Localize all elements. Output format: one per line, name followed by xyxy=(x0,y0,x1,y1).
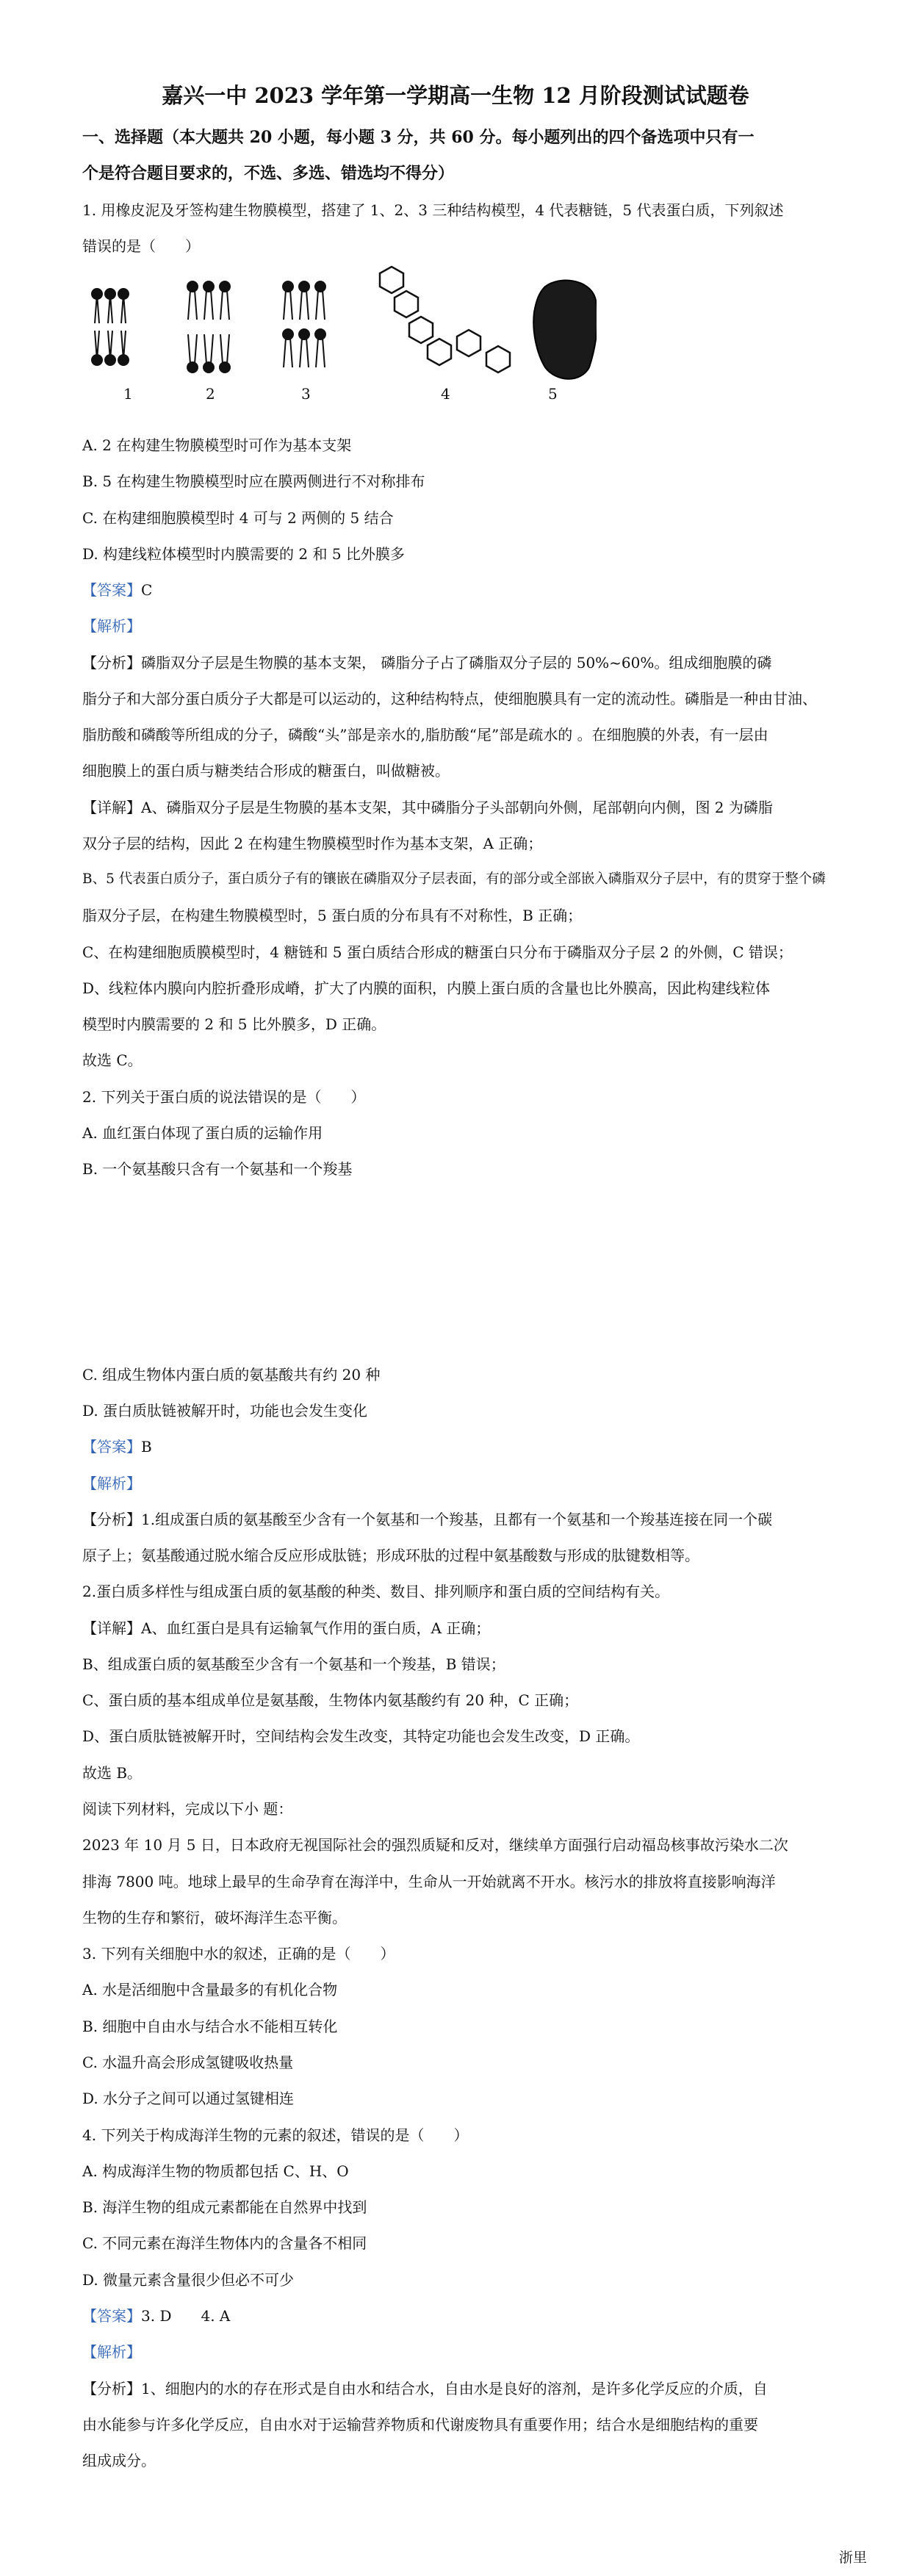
q1-analysis-tag: 【解析】 xyxy=(82,617,141,635)
q1-option-d: D. 构建线粒体模型时内膜需要的 2 和 5 比外膜多 xyxy=(82,545,405,563)
q2-analysis-line: C、蛋白质的基本组成单位是氨基酸，生物体内氨基酸约有 20 种，C 正确； xyxy=(82,1691,579,1709)
q3-option-b: B. 细胞中自由水与结合水不能相互转化 xyxy=(82,2018,338,2035)
material-line: 生物的生存和繁衍，破坏海洋生态平衡。 xyxy=(82,1909,347,1926)
answer-tag: 【答案】 xyxy=(82,1438,141,1456)
q2-answer xyxy=(82,1437,832,1456)
q1-analysis-line: 【分析】磷脂双分子层是生物膜的基本支架， 磷脂分子占了磷脂双分子层的 50%~60%。组成细胞膜的磷 xyxy=(82,654,772,672)
q1-stem-line-1: 1. 用橡皮泥及牙签构建生物膜模型，搭建了 1、2、3 三种结构模型，4 代表糖链，5 代表蛋白质，下列叙述 xyxy=(82,201,784,219)
q2-analysis-line: B、组成蛋白质的氨基酸至少含有一个氨基和一个羧基，B 错误； xyxy=(82,1655,505,1673)
section-heading-line-1: 一、选择题（本大题共 20 小题，每小题 3 分，共 60 分。每小题列出的四个备选项中只有一 xyxy=(82,128,755,147)
q4-option-b: B. 海洋生物的组成元素都能在自然界中找到 xyxy=(82,2198,367,2216)
q34-analysis-tag: 【解析】 xyxy=(82,2343,141,2361)
page-footer: 浙里 xyxy=(838,2550,867,2566)
model-1-bilayer xyxy=(92,289,129,365)
q3-option-a: A. 水是活细胞中含量最多的有机化合物 xyxy=(82,1981,338,1998)
fig-label-4: 4 xyxy=(441,385,450,403)
q1-analysis-line: 【详解】A、磷脂双分子层是生物膜的基本支架，其中磷脂分子头部朝向外侧，尾部朝向内侧，图 2 为磷脂 xyxy=(82,799,773,816)
q1-option-a: A. 2 在构建生物膜模型时可作为基本支架 xyxy=(82,436,352,454)
material-line: 2023 年 10 月 5 日，日本政府无视国际社会的强烈质疑和反对，继续单方面强行启动福岛核事故污染水二次 xyxy=(82,1836,788,1854)
q1-option-c: C. 在构建细胞膜模型时 4 可与 2 两侧的 5 结合 xyxy=(82,509,394,527)
q1-option-b: B. 5 在构建生物膜模型时应在膜两侧进行不对称排布 xyxy=(82,472,425,490)
q1-stem-line-2: 错误的是（ ） xyxy=(82,237,200,255)
q2-option-a: A. 血红蛋白体现了蛋白质的运输作用 xyxy=(82,1124,323,1142)
q4-option-a: A. 构成海洋生物的物质都包括 C、H、O xyxy=(82,2162,349,2180)
q2-analysis-tag: 【解析】 xyxy=(82,1475,141,1492)
q2-conclusion: 故选 B。 xyxy=(82,1764,143,1782)
q4-stem: 4. 下列关于构成海洋生物的元素的叙述，错误的是（ ） xyxy=(82,2126,469,2144)
membrane-model-figure xyxy=(82,257,597,404)
q2-stem: 2. 下列关于蛋白质的说法错误的是（ ） xyxy=(82,1088,366,1106)
model-2-bilayer xyxy=(187,281,230,373)
q3-option-c: C. 水温升高会形成氢键吸收热量 xyxy=(82,2054,294,2071)
q4-option-c: C. 不同元素在海洋生物体内的含量各不相同 xyxy=(82,2234,367,2252)
q2-analysis-line: 2.蛋白质多样性与组成蛋白质的氨基酸的种类、数目、排列顺序和蛋白质的空间结构有关。 xyxy=(82,1583,670,1600)
answer-value: 3. D 4. A xyxy=(141,2307,231,2325)
q1-analysis-line: 脂双分子层，在构建生物膜模型时，5 蛋白质的分布具有不对称性，B 正确； xyxy=(82,907,583,924)
model-5-protein xyxy=(533,281,597,379)
page-title: 嘉兴一中 2023 学年第一学期高一生物 12 月阶段测试试题卷 xyxy=(162,83,749,108)
fig-label-3: 3 xyxy=(301,385,311,403)
q1-analysis-line: 脂肪酸和磷酸等所组成的分子，磷酸“头”部是亲水的,脂肪酸“尾”部是疏水的 。在细胞膜的外表，有一层由 xyxy=(82,726,768,744)
material-line: 排海 7800 吨。地球上最早的生命孕育在海洋中，生命从一开始就离不开水。核污水的排放将直接影响海洋 xyxy=(82,1873,776,1890)
fig-label-2: 2 xyxy=(206,385,215,403)
q34-answer xyxy=(82,2306,832,2325)
q3-option-d: D. 水分子之间可以通过氢键相连 xyxy=(82,2090,295,2107)
q2-analysis-line: D、蛋白质肽链被解开时，空间结构会发生改变，其特定功能也会发生改变，D 正确。 xyxy=(82,1727,640,1745)
answer-tag: 【答案】 xyxy=(82,2307,141,2325)
q1-analysis-line: 细胞膜上的蛋白质与糖类结合形成的糖蛋白，叫做糖被。 xyxy=(82,762,450,780)
material-intro: 阅读下列材料，完成以下小 题： xyxy=(82,1800,293,1818)
q3-stem: 3. 下列有关细胞中水的叙述，正确的是（ ） xyxy=(82,1945,395,1962)
section-heading-line-2: 个是符合题目要求的，不选、多选、错选均不得分） xyxy=(82,164,455,183)
q1-answer xyxy=(82,580,832,600)
q1-analysis-line: 模型时内膜需要的 2 和 5 比外膜多，D 正确。 xyxy=(82,1015,386,1033)
q34-analysis-line: 由水能参与许多化学反应，自由水对于运输营养物质和代谢废物具有重要作用；结合水是细胞结构的重要 xyxy=(82,2416,758,2433)
q2-option-d: D. 蛋白质肽链被解开时，功能也会发生变化 xyxy=(82,1402,368,1420)
q2-analysis-line: 原子上；氨基酸通过脱水缩合反应形成肽链；形成环肽的过程中氨基酸数与形成的肽键数相等。 xyxy=(82,1547,699,1564)
answer-tag: 【答案】 xyxy=(82,581,141,599)
fig-label-5: 5 xyxy=(548,385,558,403)
q34-analysis-line: 【分析】1、细胞内的水的存在形式是自由水和结合水，自由水是良好的溶剂，是许多化学反应的介质，自 xyxy=(82,2380,768,2397)
answer-value: C xyxy=(141,581,153,599)
q1-analysis-line: 双分子层的结构，因此 2 在构建生物膜模型时作为基本支架，A 正确； xyxy=(82,835,543,852)
q34-analysis-line: 组成成分。 xyxy=(82,2452,156,2469)
q2-analysis-line: 【分析】1.组成蛋白质的氨基酸至少含有一个氨基和一个羧基，且都有一个氨基和一个羧基连接在同一个碳 xyxy=(82,1511,773,1528)
model-3-bilayer xyxy=(283,281,325,367)
q2-option-c: C. 组成生物体内蛋白质的氨基酸共有约 20 种 xyxy=(82,1366,381,1384)
q2-option-b: B. 一个氨基酸只含有一个氨基和一个羧基 xyxy=(82,1160,353,1178)
q1-analysis-line: D、线粒体内膜向内腔折叠形成嵴，扩大了内膜的面积，内膜上蛋白质的含量也比外膜高，因此构建线粒体 xyxy=(82,979,771,997)
q1-conclusion: 故选 C。 xyxy=(82,1051,143,1069)
q1-analysis-line: B、5 代表蛋白质分子，蛋白质分子有的镶嵌在磷脂双分子层表面，有的部分或全部嵌入磷脂双分子层中，有的贯穿于整个磷 xyxy=(82,871,826,887)
q2-analysis-line: 【详解】A、血红蛋白是具有运输氧气作用的蛋白质，A 正确； xyxy=(82,1619,491,1637)
fig-label-1: 1 xyxy=(123,385,133,403)
q1-analysis-line: C、在构建细胞质膜模型时，4 糖链和 5 蛋白质结合形成的糖蛋白只分布于磷脂双分子层 2 的外侧，C 错误； xyxy=(82,943,793,961)
q4-option-d: D. 微量元素含量很少但必不可少 xyxy=(82,2271,295,2289)
answer-value: B xyxy=(141,1438,152,1456)
model-4-sugar-chain xyxy=(380,267,510,373)
q1-analysis-line: 脂分子和大部分蛋白质分子大都是可以运动的，这种结构特点，使细胞膜具有一定的流动性。磷脂是一种由甘油、 xyxy=(82,690,817,708)
